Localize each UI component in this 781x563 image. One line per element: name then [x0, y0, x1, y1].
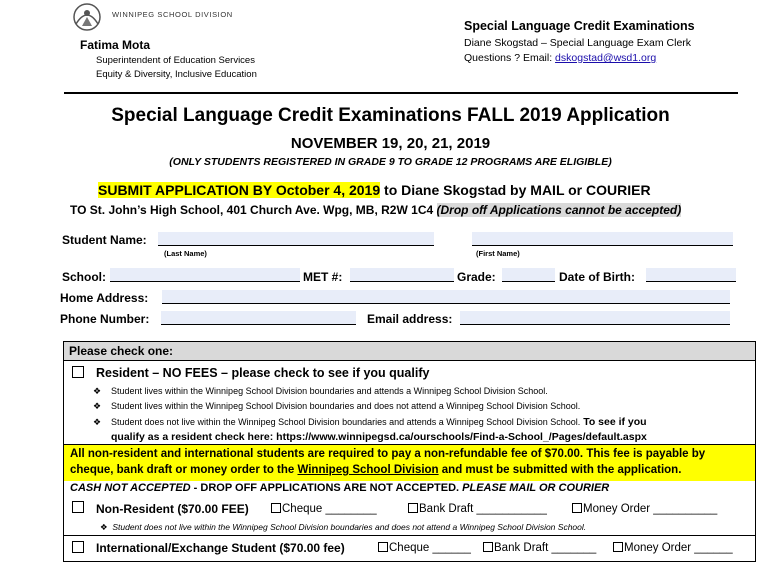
non-resident-note-text: Student does not live within the Winnipeg School Division boundaries and does not attend a Winnipeg School Division School. [112, 522, 587, 532]
phone-field[interactable] [161, 311, 356, 325]
international-checkbox[interactable] [72, 541, 84, 553]
international-bank-draft [483, 542, 596, 554]
bullet-text: Student lives within the Winnipeg School Division boundaries and attends a Winnipeg School Division School. [111, 386, 548, 396]
last-name-field[interactable] [158, 232, 434, 246]
cash-mail: PLEASE MAIL OR COURIER [462, 482, 610, 494]
first-name-hint: (First Name) [476, 249, 520, 258]
non-resident-checkbox[interactable] [72, 501, 84, 513]
superintendent-portfolio: Equity & Diversity, Inclusive Education [96, 69, 257, 80]
cash-notice [70, 482, 609, 494]
school-label: School: [62, 270, 106, 284]
non-resident-note [100, 522, 586, 533]
student-name-label: Student Name: [62, 233, 147, 247]
bank-draft-checkbox[interactable] [408, 503, 418, 513]
resident-bullet-2 [93, 401, 580, 412]
international-divider [64, 535, 755, 536]
questions-label: Questions ? Email: [464, 52, 556, 64]
bullet-text: Student lives within the Winnipeg School Division boundaries and does not attend a Winnipeg School Division School. [111, 401, 581, 411]
bank-draft-label: Bank Draft _______ [494, 542, 597, 554]
email-link[interactable]: dskogstad@wsd1.org [555, 52, 657, 64]
superintendent-title: Superintendent of Education Services [96, 55, 255, 66]
checklist-header [64, 342, 755, 361]
home-address-label: Home Address: [60, 291, 149, 305]
international-label: International/Exchange Student ($70.00 fee) [96, 541, 345, 555]
phone-label: Phone Number: [60, 312, 150, 326]
home-address-field[interactable] [162, 290, 730, 304]
header-right-title: Special Language Credit Examinations [464, 19, 695, 33]
money-order-checkbox[interactable] [572, 503, 582, 513]
bullet-icon: ❖ [93, 386, 102, 396]
email-field[interactable] [460, 311, 730, 325]
fee-notice-line2 [70, 464, 681, 476]
bullet-text: Student does not live within the Winnipeg School Division boundaries and attends a Winnipeg School Division School. [111, 417, 581, 427]
grade-field[interactable] [502, 268, 555, 282]
school-division-logo [68, 2, 106, 32]
header-rule [64, 92, 738, 94]
bullet-icon: ❖ [93, 417, 102, 427]
dob-field[interactable] [646, 268, 736, 282]
school-field[interactable] [110, 268, 300, 282]
met-label: MET #: [303, 270, 343, 284]
resident-label: Resident – NO FEES – please check to see if you qualify [96, 366, 430, 380]
dob-label: Date of Birth: [559, 270, 635, 284]
fee-line2-end: and must be submitted with the application. [438, 464, 682, 476]
non-resident-bank-draft [408, 503, 547, 515]
mailing-address [70, 203, 681, 217]
email-label: Email address: [367, 312, 453, 326]
address-text: TO St. John’s High School, 401 Church Ave. Wpg, MB, R2W 1C4 [70, 203, 437, 217]
cheque-checkbox[interactable] [271, 503, 281, 513]
resident-checkbox[interactable] [72, 366, 84, 378]
international-cheque [378, 542, 471, 554]
fee-notice-line1: All non-resident and international students are required to pay a non-refundable fee of $70.00. This fee is payable by [70, 448, 706, 460]
exam-dates: NOVEMBER 19, 20, 21, 2019 [290, 135, 491, 152]
international-money-order [613, 542, 733, 554]
money-order-label: Money Order ______ [624, 542, 733, 554]
met-field[interactable] [350, 268, 454, 282]
cash-not-accepted: CASH NOT ACCEPTED [70, 482, 191, 494]
non-resident-cheque [271, 503, 377, 515]
non-resident-label: Non-Resident ($70.00 FEE) [96, 502, 249, 516]
grade-label: Grade: [457, 270, 496, 284]
fee-line2-start: cheque, bank draft or money order to the [70, 464, 298, 476]
eligibility-note: (ONLY STUDENTS REGISTERED IN GRADE 9 TO GRADE 12 PROGRAMS ARE ELIGIBLE) [169, 156, 612, 168]
cheque-checkbox[interactable] [378, 542, 388, 552]
non-resident-money-order [572, 503, 717, 515]
division-name: WINNIPEG SCHOOL DIVISION [112, 10, 233, 19]
address-note: (Drop off Applications cannot be accepted) [436, 203, 682, 217]
last-name-hint: (Last Name) [164, 249, 207, 258]
exam-clerk: Diane Skogstad – Special Language Exam Clerk [464, 37, 692, 49]
money-order-checkbox[interactable] [613, 542, 623, 552]
cash-dropoff: - DROP OFF APPLICATIONS ARE NOT ACCEPTED. [190, 482, 463, 494]
payee-name: Winnipeg School Division [297, 464, 439, 476]
qualify-url-line[interactable]: qualify as a resident check here: https://www.winnipegsd.ca/ourschools/Find-a-School_/Pages/default.aspx [111, 431, 647, 443]
cheque-label: Cheque ________ [282, 503, 377, 515]
bank-draft-label: Bank Draft ___________ [419, 503, 547, 515]
page-title: Special Language Credit Examinations FALL 2019 Application [111, 105, 670, 126]
resident-bullet-1 [93, 386, 548, 397]
questions-line [464, 52, 656, 64]
cheque-label: Cheque ______ [389, 542, 471, 554]
first-name-field[interactable] [472, 232, 733, 246]
bullet-icon: ❖ [93, 401, 102, 411]
superintendent-name: Fatima Mota [80, 38, 151, 52]
resident-bullet-3 [93, 416, 647, 428]
deadline-rest: to Diane Skogstad by MAIL or COURIER [380, 182, 651, 198]
checklist-heading: Please check one: [69, 344, 174, 358]
submit-deadline [98, 182, 651, 198]
money-order-label: Money Order __________ [583, 503, 718, 515]
bullet-3-emphasis: To see if you [580, 416, 647, 428]
bank-draft-checkbox[interactable] [483, 542, 493, 552]
bullet-icon: ❖ [100, 522, 113, 532]
deadline-highlight: SUBMIT APPLICATION BY October 4, 2019 [98, 182, 381, 198]
